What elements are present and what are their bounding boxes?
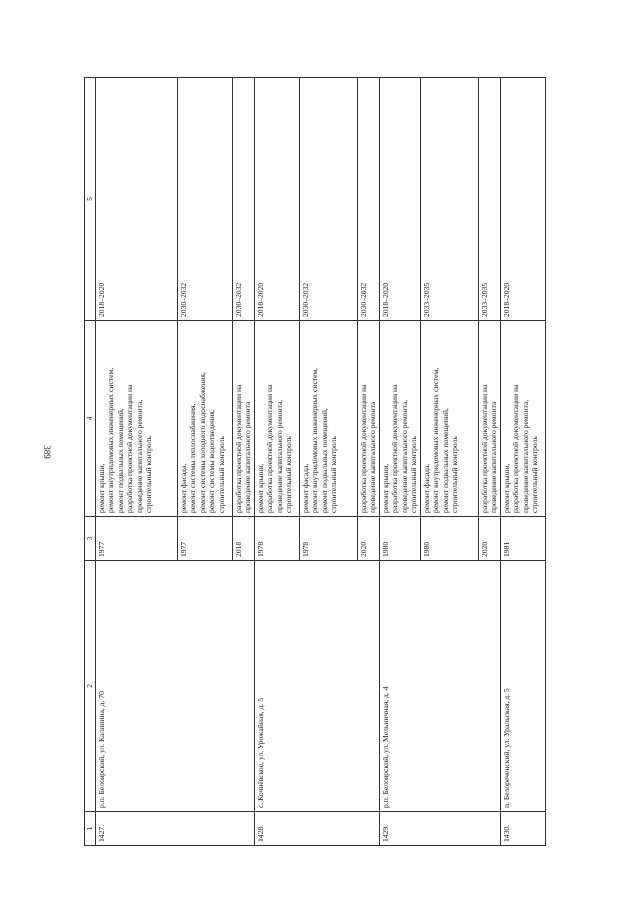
- work-line: ремонт внутридомовых инженерных систем,: [310, 367, 320, 513]
- header-cell: 3: [85, 517, 96, 561]
- work-line: ремонт фасада,: [421, 463, 431, 513]
- work-line: разработка проектной документации на: [265, 384, 275, 513]
- work-line: строительный контроль: [450, 436, 460, 513]
- year-cell: 1978: [254, 517, 299, 561]
- year-cell: 1977: [96, 517, 178, 561]
- header-cell: 5: [85, 78, 96, 321]
- work-line: проведение капитального ремонта,: [399, 399, 409, 513]
- header-cell: 1: [85, 812, 96, 846]
- table-row: [96, 78, 178, 846]
- works-cell: [96, 321, 178, 517]
- work-line: ремонт фасада,: [300, 463, 310, 513]
- work-line: ремонт системы теплоснабжения,: [188, 403, 198, 513]
- work-line: проведение капитального ремонта,: [274, 399, 284, 513]
- work-line: ремонт внутридомовых инженерных систем,: [431, 367, 441, 513]
- work-line: разработка проектной документации на: [390, 384, 400, 513]
- work-line: разработка проектной документации на: [358, 384, 368, 513]
- work-line: строительный контроль: [530, 436, 540, 513]
- work-line: ремонт крыши,: [501, 463, 511, 513]
- work-line: ремонт подвальных помещений,: [440, 408, 450, 513]
- table-row: [379, 78, 420, 846]
- work-line: ремонт подвальных помещений,: [319, 408, 329, 513]
- repair-schedule-table: [84, 77, 546, 846]
- row-number: 1429.: [379, 812, 500, 846]
- year-cell: 1978: [299, 517, 357, 561]
- year-cell: 1980: [420, 517, 478, 561]
- row-number: 1428.: [254, 812, 379, 846]
- address-cell: с. Кочнёвское, ул. Урожайная, д. 5: [254, 561, 379, 812]
- period-cell: 2030–2032: [178, 78, 233, 321]
- period-cell: 2018–2020: [379, 78, 420, 321]
- period-cell: 2033–2035: [420, 78, 478, 321]
- year-cell: 1977: [178, 517, 233, 561]
- header-cell: 2: [85, 561, 96, 812]
- address-cell: р.п. Белоярский, ул. Калинина, д. 70: [96, 561, 255, 812]
- work-line: проведение капитального ремонта: [489, 401, 499, 513]
- work-line: ремонт крыши,: [97, 463, 106, 513]
- year-cell: 2018: [233, 517, 255, 561]
- works-cell: [233, 321, 255, 517]
- table-row: [254, 78, 299, 846]
- rotated-table-sheet: [84, 78, 556, 846]
- works-cell: [379, 321, 420, 517]
- year-cell: 2020: [478, 517, 500, 561]
- table-row: [500, 78, 545, 846]
- row-number: 1427.: [96, 812, 255, 846]
- work-line: проведение капитального ремонта: [243, 401, 253, 513]
- works-cell: [299, 321, 357, 517]
- work-line: ремонт системы холодного водоснабжения,: [197, 372, 207, 513]
- work-line: ремонт подвальных помещений,: [115, 408, 125, 513]
- works-cell: [357, 321, 379, 517]
- works-cell: [478, 321, 500, 517]
- works-cell: [500, 321, 545, 517]
- work-line: ремонт крыши,: [380, 463, 390, 513]
- work-line: разработка проектной документации на: [511, 384, 521, 513]
- work-line: проведение капитального ремонта,: [134, 399, 144, 513]
- work-line: проведение капитального ремонта: [368, 401, 378, 513]
- works-cell: [420, 321, 478, 517]
- header-cell: 4: [85, 321, 96, 517]
- period-cell: 2030–2032: [233, 78, 255, 321]
- table-header-row: [85, 78, 96, 846]
- work-line: ремонт крыши,: [255, 463, 265, 513]
- period-cell: 2018–2020: [96, 78, 178, 321]
- work-line: разработка проектной документации на: [479, 384, 489, 513]
- work-line: разработка проектной документации на: [234, 384, 243, 513]
- work-line: строительный контроль: [284, 436, 294, 513]
- work-line: строительный контроль: [144, 436, 154, 513]
- work-line: строительный контроль: [216, 436, 226, 513]
- page-number: 389: [42, 445, 52, 459]
- works-cell: [178, 321, 233, 517]
- work-line: ремонт фасада,: [179, 463, 188, 513]
- year-cell: 1981: [500, 517, 545, 561]
- year-cell: 1980: [379, 517, 420, 561]
- work-line: ремонт внутридомовых инженерных систем,: [106, 367, 116, 513]
- period-cell: 2018–2020: [254, 78, 299, 321]
- period-cell: 2033–2035: [478, 78, 500, 321]
- work-line: ремонт системы водоотведения,: [207, 409, 217, 513]
- address-cell: р.п. Белоярский, ул. Мельничная, д. 4: [379, 561, 500, 812]
- period-cell: 2030–2032: [357, 78, 379, 321]
- work-line: строительный контроль: [329, 436, 339, 513]
- row-number: 1430.: [500, 812, 545, 846]
- year-cell: 2020: [357, 517, 379, 561]
- work-line: разработка проектной документации на: [125, 384, 135, 513]
- period-cell: 2018–2020: [500, 78, 545, 321]
- period-cell: 2030–2032: [299, 78, 357, 321]
- works-cell: [254, 321, 299, 517]
- work-line: строительный контроль: [409, 436, 419, 513]
- address-cell: п. Белореченский, ул. Уральская, д. 5: [500, 561, 545, 812]
- work-line: проведение капитального ремонта,: [520, 399, 530, 513]
